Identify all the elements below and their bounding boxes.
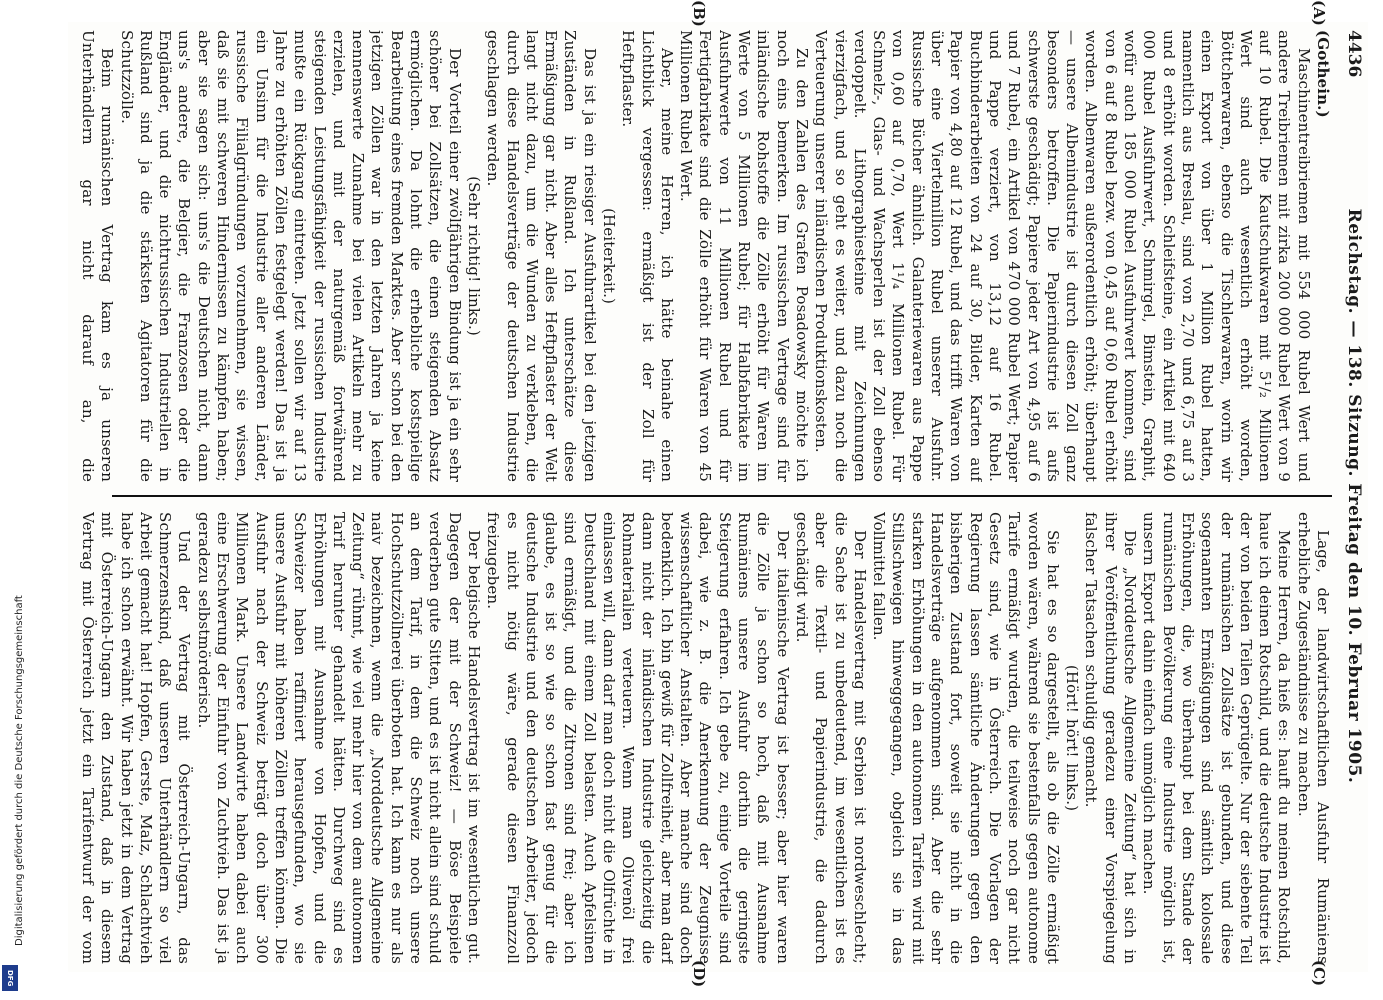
rotated-page-content bbox=[68, 0, 1368, 988]
dfg-logo: DFG bbox=[2, 965, 18, 991]
digitization-credit bbox=[0, 22, 25, 997]
paragraph: Der Handelsvertrag mit Serbien ist nordweschlecht; die Sache ist zu unbedeutend, im wesentlichen ist es aber die Textil- und Papierindustrie, die dadurch geschädigt wird. bbox=[792, 512, 869, 964]
left-column bbox=[77, 30, 1332, 482]
page-number: 4436 bbox=[1344, 30, 1364, 78]
paragraph: Aber, meine Herren, ich hätte beinahe einen Lichtblick vergessen: ermäßigt ist der Zoll für Heftpflaster. bbox=[619, 30, 676, 482]
right-column bbox=[77, 512, 1332, 964]
left-column-text bbox=[77, 30, 1332, 482]
column-divider bbox=[112, 495, 1332, 497]
paragraph: Die „Norddeutsche Allgemeine Zeitung“ hat sich in ihrer Veröffentlichung geradezu einer Vorspiegelung falscher Tatsachen schuldig gemacht. bbox=[1082, 512, 1140, 964]
interjection: (Sehr richtig! links.) bbox=[464, 176, 483, 336]
page-header bbox=[1334, 30, 1364, 962]
paragraph: Maschinentreibriemen mit 554 000 Rubel Wert und andere Treibriemen mit zirka 200 000 Rubel Wert von 9 auf 10 Rubel. Die Kautschukwaren mit 5¹/₂ Millionen Wert sind auch wesentlich erhöht worden, Böttcherwaren, ebenso die Tischlerwaren, worin wir einen Export von über 1 Million Rubel hatten, namentlich aus Breslau, sind von 2,70 und 6,75 auf 3 und 8 erhöht worden. Schleifsteine, ein Artikel mit 640 000 Rubel Ausfuhrwert, Schmirgel, Bimstein, Graphit, wofür auch 185 000 Rubel Ausfuhrwert kommen, sind von 6 auf 8 Rubel bezw. von 0,45 auf 0,60 Rubel erhöht worden. Albenwaren außerordentlich erhöht; überhaupt — unsere Albenindustrie ist durch diesen Zoll ganz besonders betroffen. Die Papierindustrie ist aufs schwerste geschädigt; Papiere jeder Art von 4,95 auf 6 und 7 Rubel, ein Artikel von 470 000 Rubel Wert; Papier und Pappe verziert, von 13,12 auf 16 Rubel. Buchbinderarbeiten von 24 auf 30, Bilder, Karten auf Papier von 4,80 auf 12 Rubel, und das trifft Waren von über eine Viertelmillion Rubel unserer Ausfuhr. Russische Bücher ähnlich. Galanteriewaren aus Pappe von 0,60 auf 0,70, Wert 1¹/₄ Millionen Rubel. Für Schmelz-, Glas- und Wachsperlen ist der Zoll ebenso verdoppelt. Lithographiesteine mit Zeichnungen vierzigfach, und so geht es weiter, und dazu noch die Verteuerung unserer inländischen Produktionskosten. bbox=[812, 30, 1313, 482]
margin-mark-b: (B) bbox=[690, 0, 708, 27]
scanned-page bbox=[68, 0, 1368, 988]
paragraph: Sie hat es so dargestellt, als ob die Zölle ermäßigt worden wären, während sie bestenfalls gegen autonome Tarife ermäßigt wurden, die teilweise noch gar nicht Gesetz sind, wie in Österreich. Die Vorlagen der Regierung lassen sämtliche Änderungen gegen den bisherigen Zustand fort, soweit sie nicht in die Handelsverträge aufgenommen sind. Aber die sehr starken Erhöhungen in den autonomen Tarifen wird mit Stillschweigen hinweggegangen, obgleich sie in das Vollmittel fallen. bbox=[870, 512, 1062, 964]
paragraph: Lage, der landwirtschaftlichen Ausfuhr Rumäniens erhebliche Zugeständnisse zu machen. bbox=[1294, 512, 1332, 964]
paragraph: Das ist ja ein riesiger Ausfuhrartikel bei den jetzigen Zuständen in Rußland. Ich unterschätze diese Ermäßigung gar nicht. Aber alles Heftpflaster der Welt langt nicht dazu, um die Wunden zu verkleben, die durch diese Handelsverträge der deutschen Industrie geschlagen werden. bbox=[484, 30, 599, 482]
credit-text: Digitalisierung gefördert durch die Deutsche Forschungsgemeinschaft bbox=[14, 595, 25, 946]
running-title: Reichstag. — 138. Sitzung. Freitag den 10. Februar 1905. bbox=[1344, 208, 1364, 784]
interjection: (Hört! hört! links.) bbox=[1063, 664, 1082, 812]
paragraph: Zu den Zahlen des Grafen Posadowsky möchte ich noch eins bemerken. Im russischen Vertrage sind für inländische Rohstoffe die Zölle erhöht für Waren im Werte von 5 Millionen Rubel; für Halbfabrikate im Ausfuhrwerte von 11 Millionen Rubel und für Fertigfabrikate sind die Zölle erhöht für Waren von 45 Millionen Rubel Wert. bbox=[677, 30, 811, 482]
margin-mark-a: (A) bbox=[1310, 0, 1328, 26]
paragraph: Und der Vertrag mit Österreich-Ungarn, das Schmerzenskind, daß unseren Unterhändlern so viel Arbeit gemacht hat! Hopfen, Gerste, Malz, Schlachtvieh habe ich schon erwähnt. Wir haben jetzt in dem Vertrag mit Österreich-Ungarn den Zustand, daß in diesem Vertrag mit Österreich jetzt ein Tarifentwurf der vom bbox=[79, 512, 194, 964]
paragraph: Meine Herren, da hieß es: hauft du meinen Rotschild, haue ich deinen Rotschild, und die deutsche Industrie ist der von beiden Teilen Geprügelte. Nur der siebente Teil der rumänischen Zollsätze ist gebunden, und diese sogenannten Ermäßigungen sind sämtlich kolossale Erhöhungen, die, wo überhaupt bei dem Stande der rumänischen Bevölkerung eine Industrie möglich ist, unsern Export dahin einfach unmöglich machen. bbox=[1140, 512, 1294, 964]
paragraph: Beim rumänischen Vertrag kam es ja unseren Unterhändlern gar nicht darauf an, die bbox=[79, 30, 117, 482]
paragraph: Der Vorteil einer zwölfjährigen Bindung ist ja ein sehr schöner bei Zollsätzen, die einen steigenden Absatz ermöglichen. Da lohnt die erhebliche kostspielige Bearbeitung eines fremden Marktes. Aber schon bei den jetzigen Zöllen war in den letzten Jahren ja keine nennenswerte Zunahme bei vielen Artikeln mehr zu erzielen, und mit der naturgemäß fortwährend steigenden Leistungsfähigkeit der russischen Industrie mußte ein Rückgang eintreten. Jetzt sollen wir auf 13 Jahre zu erhöhten Zöllen festgelegt werden! Das ist ja ein Unsinn für die Industrie aller anderen Länder, russische Filialgründungen vorzunehmen, sie wissen, daß sie mit schweren Hindernissen zu kämpfen haben; aber sie sagen sich: uns's die Deutschen nicht, dann uns's andere, die Belgier, die Franzosen oder die Engländer, und die nichtrussischen Industriellen in Rußland sind ja die stärksten Agitatoren für die Schutzzölle. bbox=[117, 30, 464, 482]
interjection: (Heiterkeit.) bbox=[600, 208, 619, 304]
paragraph: Der italienische Vertrag ist besser; aber hier waren die Zölle ja schon so hoch, daß mit Ausnahme Rumäniens unsere Ausfuhr dorthin die geringste Steigerung erfahren. Ich gebe zu, einige Vorteile sind dabei, wie z. B. die Anerkennung der Zeugnisse wissenschaftlicher Anstalten. Aber manche sind doch bedenklich. Ich bin gewiß für Zollfreiheit, aber man darf dann nicht der inländischen Industrie gleichzeitig die Rohmaterialien verteuern. Wenn man Olivenöl frei einlassen will, dann darf man doch nicht die Olfrüchte in Deutschland mit einem Zoll belasten. Auch Apfelsinen sind ermäßigt, und die Zitronen sind frei; aber ich glaube, es ist so wie so schon fast genug für die deutsche Industrie und den deutschen Arbeiter, jedoch es nicht nötig wäre, gerade diesen Finanzzoll freizugeben. bbox=[484, 512, 792, 964]
margin-mark-c: (C) bbox=[1310, 960, 1328, 987]
right-column-text bbox=[77, 512, 1332, 964]
margin-mark-d: (D) bbox=[690, 960, 708, 988]
speaker-name: (Gothein.) bbox=[1314, 30, 1332, 118]
paragraph: Der belgische Handelsvertrag ist im wesentlichen gut. Dagegen der mit der Schweiz! — Böse Beispiele verderben gute Sitten, und es ist nicht allein sind schuld an dem Tarif, in dem die Schweiz noch unsere Hochschutzzöllnerei überboten hat. Ich kann es nur als naiv bezeichnen, wenn die „Norddeutsche Allgemeine Zeitung“ rühmt, wie viel mehr hier von dem autonomen Tarif herunter gehandelt hätten. Durchweg sind es Erhöhungen mit Ausnahme von Hopfen, und die Schweizer haben raffiniert herausgefunden, wo sie unsere Ausfuhr mit höheren Zöllen treffen können. Die Ausfuhr nach der Schweiz beträgt doch über 300 Millionen Mark. Unsere Landwirte haben dabei auch eine Erschwerung der Einfuhr von Zuchtvieh. Das ist ja geradezu selbstmörderisch. bbox=[194, 512, 483, 964]
